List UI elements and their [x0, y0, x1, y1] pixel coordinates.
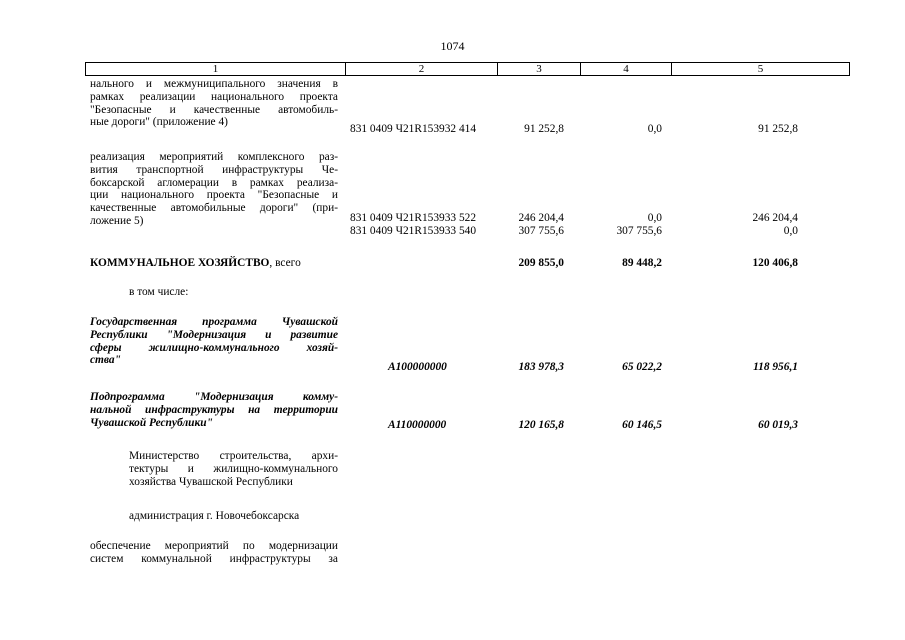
table-header — [85, 62, 850, 76]
header-col-3: 3 — [498, 63, 581, 75]
text-line: Республики "Модернизация и развитие — [90, 328, 338, 341]
text-line: качественные автомобильные дороги" (при- — [90, 202, 338, 215]
value-col-4: 89 448,2 — [622, 257, 662, 269]
including-label: в том числе: — [129, 286, 189, 298]
text-line: Подпрограмма "Модернизация комму- — [90, 391, 338, 403]
text-line: реализация мероприятий комплексного раз- — [90, 151, 338, 163]
value-col-4: 0,0 — [647, 212, 662, 224]
value-col-5: 118 956,1 — [753, 361, 798, 373]
value-col-4: 65 022,2 — [622, 361, 662, 373]
text-line: ции национального проекта "Безопасные и — [90, 189, 338, 202]
header-col-5: 5 — [757, 63, 764, 75]
subprogram-code: А110000000 — [388, 419, 447, 431]
value-col-5: 60 019,3 — [758, 419, 798, 431]
budget-code: 831 0409 Ч21R153932 414 — [350, 123, 477, 135]
row-description-program — [90, 316, 338, 367]
text-line: Государственная программа Чувашской — [90, 316, 338, 328]
header-col-1: 1 — [86, 63, 346, 75]
row-description-subprogram — [90, 391, 338, 429]
text-line: боксарской агломерации в рамках реализа- — [90, 176, 338, 189]
value-col-5: 91 252,8 — [758, 123, 798, 135]
section-title-bold: КОММУНАЛЬНОЕ ХОЗЯЙСТВО — [90, 257, 270, 269]
text-line: ложение 5) — [90, 214, 144, 227]
value-col-4: 60 146,5 — [622, 419, 662, 431]
text-line: обеспечение мероприятий по модернизации — [90, 540, 338, 552]
value-col-3: 120 165,8 — [518, 419, 564, 431]
value-col-5: 120 406,8 — [752, 257, 798, 269]
text-line: ные дороги" (приложение 4) — [90, 116, 228, 129]
header-col-2: 2 — [346, 63, 498, 75]
value-col-4: 0,0 — [647, 123, 662, 135]
header-col-4: 4 — [581, 63, 672, 75]
text-line: нального и межмуниципального значения в — [90, 78, 338, 90]
text-line: "Безопасные и качественные автомобиль- — [90, 103, 338, 116]
value-col-3: 91 252,8 — [524, 123, 564, 135]
text-line: ства" — [90, 354, 121, 367]
program-code: А100000000 — [388, 361, 447, 373]
text-line: Чувашской Республики" — [90, 416, 213, 429]
value-col-3: 246 204,4 — [518, 212, 564, 224]
row-description-agglomeration — [90, 151, 338, 228]
value-col-3: 183 978,3 — [518, 361, 564, 373]
row-description-provision — [90, 540, 338, 566]
text-line: вития транспортной инфраструктуры Че- — [90, 163, 338, 176]
section-title-communal — [90, 257, 338, 270]
page-number: 1074 — [440, 39, 465, 53]
text-line: Министерство строительства, архи- — [129, 450, 338, 462]
text-line: сферы жилищно-коммунального хозяй- — [90, 341, 338, 354]
section-title-suffix: , всего — [269, 257, 301, 269]
row-description-administration: администрация г. Новочебоксарска — [129, 510, 300, 522]
value-col-3: 307 755,6 — [518, 225, 564, 237]
row-description-inter-municipal — [90, 78, 338, 129]
text-line: рамках реализации национального проекта — [90, 90, 338, 103]
value-col-5: 246 204,4 — [752, 212, 798, 224]
row-description-ministry — [129, 450, 338, 488]
text-line: нальной инфраструктуры на территории — [90, 403, 338, 416]
text-line: тектуры и жилищно-коммунального — [129, 462, 338, 475]
text-line: хозяйства Чувашской Республики — [129, 475, 293, 488]
budget-code: 831 0409 Ч21R153933 522 — [350, 212, 477, 224]
value-col-4: 307 755,6 — [616, 225, 662, 237]
value-col-3: 209 855,0 — [518, 257, 564, 269]
text-line: систем коммунальной инфраструктуры за — [90, 552, 338, 565]
budget-code: 831 0409 Ч21R153933 540 — [350, 225, 477, 237]
value-col-5: 0,0 — [783, 225, 798, 237]
